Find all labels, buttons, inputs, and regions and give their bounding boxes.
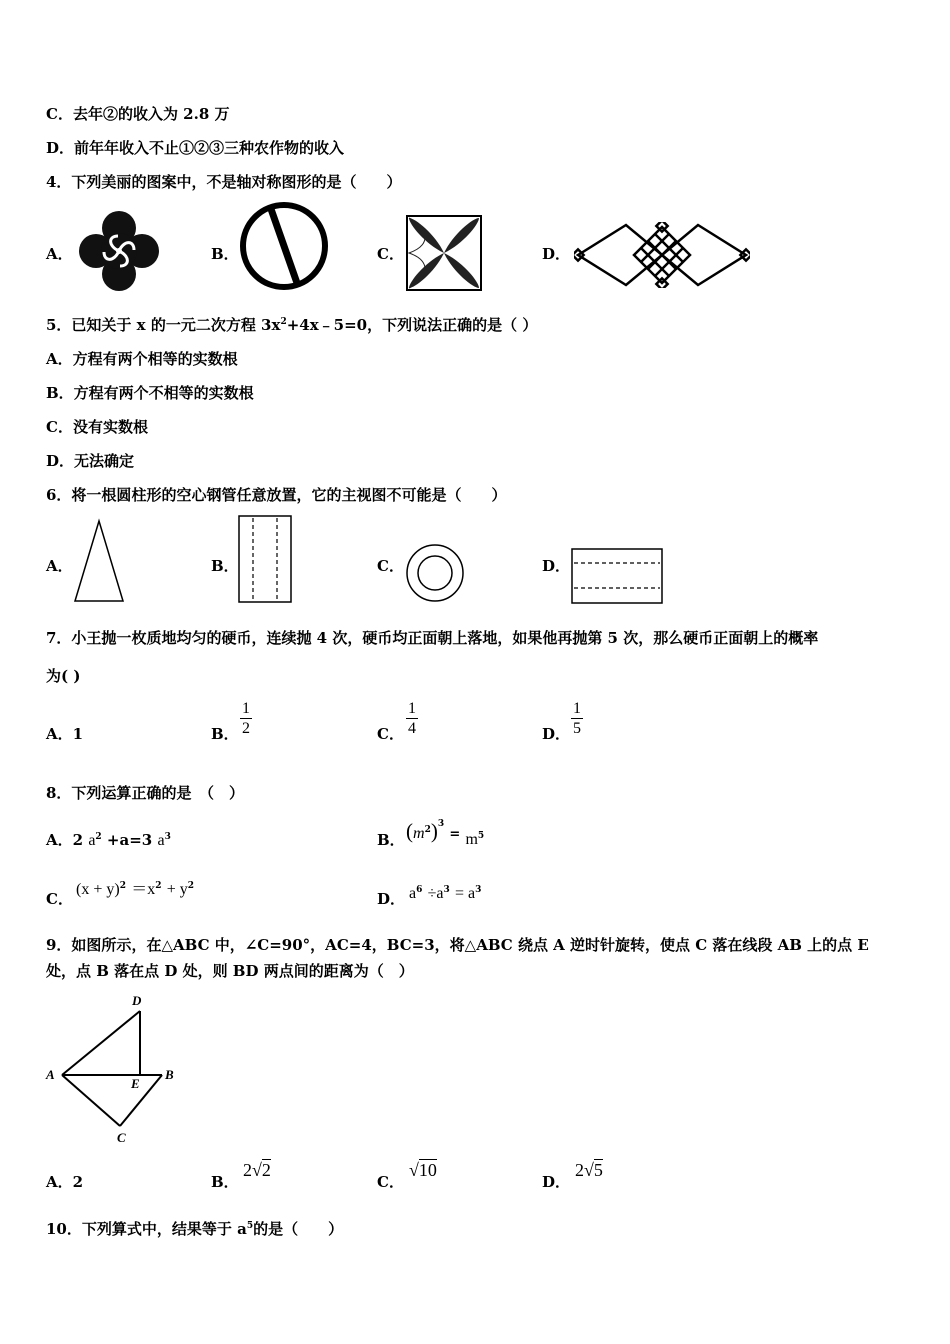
q8-expression-c xyxy=(76,876,194,899)
q9-d-coef: 2 xyxy=(575,1160,584,1180)
q8-label-b: B． xyxy=(377,831,405,849)
four-petal-square-pattern-icon xyxy=(405,214,483,292)
label-point-e: E xyxy=(131,1076,140,1091)
q5-stem-pre: 5．已知关于 x 的一元二次方程 3x xyxy=(46,316,281,334)
q6-stem: 6．将一根圆柱形的空心钢管任意放置，它的主视图不可能是（ ） xyxy=(46,486,507,504)
concentric-circles-view-icon xyxy=(404,542,466,604)
segment-ac xyxy=(62,1075,120,1126)
q8-a-part4: a xyxy=(157,832,165,849)
q8-a-part3: +a=3 xyxy=(106,831,153,849)
q4-label-b: B． xyxy=(211,245,239,263)
q9-label-b: B． xyxy=(211,1173,239,1191)
q5-stem-exponent: 2 xyxy=(280,317,287,327)
q7-label-c: C． xyxy=(377,725,404,743)
triangle-view-icon xyxy=(72,518,126,604)
q4-label-a: A． xyxy=(46,245,73,263)
q9-label-a: A． xyxy=(46,1173,73,1191)
q8-d-part1: 6 xyxy=(416,885,423,895)
q8-d-part5: 3 xyxy=(475,885,482,895)
q8-label-a: A． xyxy=(46,831,73,849)
q9-c-radicand: 10 xyxy=(418,1160,437,1180)
q5-option-b: B．方程有两个不相等的实数根 xyxy=(46,384,254,402)
q7-fraction-c xyxy=(406,699,418,738)
label-point-a: A xyxy=(46,1067,55,1082)
q7-stem-line1: 7．小王抛一枚质地均匀的硬币，连续抛 4 次，硬币均正面朝上落地，如果他再抛第 5 次，那么硬币正面朝上的概率 xyxy=(46,629,819,647)
q8-a-part1: a xyxy=(88,832,96,849)
q9-b-radicand: 2 xyxy=(261,1160,271,1180)
label-point-d: D xyxy=(132,993,142,1008)
q10-stem xyxy=(46,1218,343,1239)
q4-label-c: C． xyxy=(377,245,404,263)
q7-c-numerator: 1 xyxy=(408,700,416,717)
q9-stem-line1: 9．如图所示，在△ABC 中，∠C=90°，AC=4，BC=3，将△ABC 绕点 A 逆时针旋转，使点 C 落在线段 AB 上的点 E xyxy=(46,936,869,954)
label-point-b: B xyxy=(165,1067,174,1082)
q8-a-part0: 2 xyxy=(72,831,84,849)
q8-b-part0: ( xyxy=(406,819,413,843)
label-point-c: C xyxy=(117,1130,126,1145)
q7-label-a: A． xyxy=(46,725,73,743)
q8-b-part6: m xyxy=(465,831,478,848)
q7-label-d: D． xyxy=(542,725,571,743)
q8-c-part5: 2 xyxy=(187,881,194,891)
q7-c-denominator: 4 xyxy=(408,720,416,737)
q7-d-numerator: 1 xyxy=(573,700,581,717)
q9-d-radicand: 5 xyxy=(593,1160,603,1180)
q8-c-part3: 2 xyxy=(155,881,162,891)
q7-value-a: 1 xyxy=(72,725,84,743)
q10-stem-post: 的是（ ） xyxy=(253,1220,344,1238)
q3-option-d: D．前年年收入不止①②③三种农作物的收入 xyxy=(46,139,345,157)
q8-label-d: D． xyxy=(377,890,406,908)
q8-label-c: C． xyxy=(46,890,73,908)
q4-label-d: D． xyxy=(542,245,571,263)
q9-expression-c xyxy=(409,1160,437,1181)
radical-icon: √ xyxy=(409,1160,419,1180)
q7-stem-line2: 为( ) xyxy=(46,667,81,685)
radical-icon: √ xyxy=(584,1160,594,1180)
q7-option-a xyxy=(46,723,83,744)
q8-c-part0: (x + y) xyxy=(76,881,120,898)
rotated-triangle-figure xyxy=(42,990,182,1146)
q8-stem: 8．下列运算正确的是 （ ） xyxy=(46,784,244,802)
q9-expression-b xyxy=(243,1160,271,1181)
q8-d-part3: 3 xyxy=(443,885,450,895)
q5-option-c: C．没有实数根 xyxy=(46,418,148,436)
q9-expression-d xyxy=(575,1160,603,1181)
q7-fraction-b xyxy=(240,699,252,738)
q8-b-part2: 2 xyxy=(424,825,431,835)
q7-b-denominator: 2 xyxy=(242,720,250,737)
q7-fraction-d xyxy=(571,699,583,738)
q8-b-part1: m xyxy=(413,825,425,842)
q8-b-part3: ) xyxy=(430,819,438,843)
endless-knot-pattern-icon xyxy=(574,222,750,288)
q5-stem-post: +4x﹣5=0，下列说法正确的是（ ） xyxy=(286,316,538,334)
q10-stem-pre: 10．下列算式中，结果等于 a xyxy=(46,1220,247,1238)
radical-icon: √ xyxy=(252,1160,262,1180)
q5-option-a: A．方程有两个相等的实数根 xyxy=(46,350,238,368)
q6-label-c: C． xyxy=(377,557,404,575)
q8-d-part0: a xyxy=(409,885,417,902)
q8-expression-d xyxy=(409,884,481,903)
q8-c-part4: + y xyxy=(166,881,188,898)
q8-d-part4: = a xyxy=(455,885,476,902)
circle-with-slash-pattern-icon xyxy=(238,200,330,292)
q10-stem-exponent: 5 xyxy=(246,1221,254,1231)
q5-option-d: D．无法确定 xyxy=(46,452,135,470)
q8-c-part2: ＝x xyxy=(131,881,156,898)
q8-b-part5: = xyxy=(449,827,461,842)
q8-option-a xyxy=(46,829,171,850)
q8-a-part2: 2 xyxy=(95,832,102,842)
vertical-rectangle-dashed-view-icon xyxy=(237,514,293,604)
q8-b-part7: 5 xyxy=(477,831,485,841)
q5-stem xyxy=(46,314,537,335)
q8-expression-b xyxy=(406,819,485,848)
q7-label-b: B． xyxy=(211,725,239,743)
segment-cb xyxy=(120,1075,162,1126)
horizontal-rectangle-dashed-view-icon xyxy=(570,547,664,605)
q8-c-part1: 2 xyxy=(119,881,126,891)
q3-option-c: C．去年②的收入为 2.8 万 xyxy=(46,105,230,123)
q9-stem-line2: 处，点 B 落在点 D 处，则 BD 两点间的距离为（ ） xyxy=(46,962,414,980)
q7-d-denominator: 5 xyxy=(573,720,581,737)
q8-d-part2: ÷a xyxy=(427,885,444,902)
q8-a-part5: 3 xyxy=(164,832,171,842)
q9-label-c: C． xyxy=(377,1173,404,1191)
q9-label-d: D． xyxy=(542,1173,571,1191)
q8-b-part4: 3 xyxy=(437,819,445,829)
segment-ad xyxy=(62,1011,140,1075)
q9-option-a xyxy=(46,1171,83,1192)
four-lobe-swirl-pattern-icon xyxy=(78,210,160,292)
q7-b-numerator: 1 xyxy=(242,700,250,717)
q4-stem: 4．下列美丽的图案中，不是轴对称图形的是（ ） xyxy=(46,173,402,191)
q6-label-b: B． xyxy=(211,557,239,575)
q6-label-a: A． xyxy=(46,557,73,575)
q6-label-d: D． xyxy=(542,557,571,575)
q9-value-a: 2 xyxy=(72,1173,84,1191)
q9-b-coef: 2 xyxy=(243,1160,252,1180)
